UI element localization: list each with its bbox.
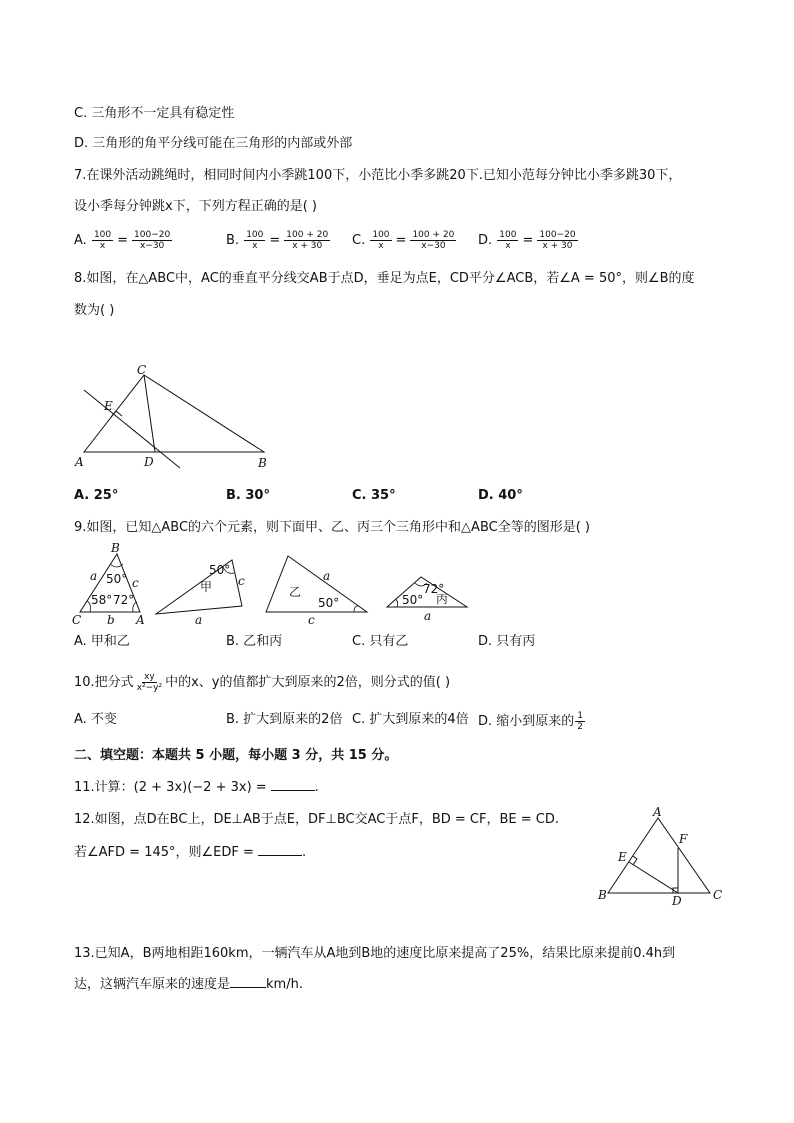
q7-stem-line1: 7.在课外活动跳绳时，相同时间内小季跳100下，小范比小季多跳20下.已知小范每分钟比小季多跳30下， [74,168,682,183]
abc-angle-c: 58° [91,593,113,607]
perpendicular-bisector [84,390,180,468]
q9-triangles-figure [70,540,480,630]
q10-option-c: C. 扩大到原来的4倍 [352,712,469,727]
q9-option-d: D. 只有丙 [478,634,536,649]
yi-label-c: c [308,613,315,627]
label-a: A [75,455,84,469]
jia-angle: 50° [209,563,231,577]
bing-angle-2: 50° [402,593,424,607]
q9-option-b: B. 乙和丙 [226,634,283,649]
q8-triangle-figure [70,360,280,475]
q9-option-a: A. 甲和乙 [74,634,130,649]
q11-answer-blank [271,790,315,791]
label-e: E [104,399,113,413]
label-c: C [713,888,723,902]
segment-de [629,862,678,893]
q12-answer-blank [258,855,302,856]
q13-answer-blank [230,987,266,988]
q7-option-a: A. $\frac{100}{x}$ = $\frac{100-20}{x-30}$ [74,230,171,251]
abc-label-c-side: c [132,576,139,590]
jia-name: 甲 [200,580,213,594]
q8-option-a: A. 25° [74,488,119,503]
q13-stem-line2: 达，这辆汽车原来的速度是 km/h. [74,977,303,992]
label-f: F [679,832,688,846]
q7-option-d: D. $\frac{100}{x}$ = $\frac{100-20}{x + 30}$ [478,230,576,251]
q12-stem-line2: 若∠AFD = 145°，则∠EDF = . [74,845,307,860]
q10-option-a: A. 不变 [74,712,117,727]
abc-angle-a: 72° [113,593,135,607]
q6-option-d: D. 三角形的角平分线可能在三角形的内部或外部 [74,136,353,151]
q6-option-c: C. 三角形不一定具有稳定性 [74,106,235,121]
label-c: C [137,363,147,377]
yi-angle: 50° [318,596,340,610]
q8-option-d: D. 40° [478,488,523,503]
jia-label-a: a [195,613,203,627]
bing-name: 丙 [436,592,449,606]
label-b: B [258,456,267,470]
abc-label-b-side: b [107,613,115,627]
label-e: E [618,850,627,864]
label-d: D [672,894,682,906]
q7-option-c: C. $\frac{100}{x}$ = $\frac{100 + 20}{x-30}$ [352,230,455,251]
bing-angle-1: 72° [423,582,445,596]
q13-stem-line1: 13.已知A，B两地相距160km，一辆汽车从A地到B地的速度比原来提高了25%，结果比原来提前0.4h到 [74,946,676,961]
right-angle-mark-e [633,856,637,865]
abc-angle-b: 50° [106,572,128,586]
q7-stem-line2: 设小季每分钟跳x下，下列方程正确的是( ) [74,199,317,214]
q10-option-d: D. 缩小到原来的 $\frac{1}{2}$ [478,711,584,732]
bing-label-a: a [424,609,432,623]
triangle-abc [84,375,264,452]
jia-label-c: c [238,574,245,588]
q10-option-b: B. 扩大到原来的2倍 [226,712,343,727]
q9-stem: 9.如图，已知△ABC的六个元素，则下面甲、乙、丙三个三角形中和△ABC全等的图形是( ) [74,520,590,535]
yi-label-a: a [323,569,331,583]
abc-label-c: C [72,613,82,627]
q11-stem: 11.计算：(2 + 3x)(−2 + 3x) = . [74,780,319,795]
q7-option-b: B. $\frac{100}{x}$ = $\frac{100 + 20}{x + 30}$ [226,230,329,251]
triangle-yi [266,556,367,612]
q10-stem: 10.把分式 $\frac{xy}{\text{x²−y²}}$ 中的x、y的值都扩大到原来的2倍，则分式的值( ) [74,672,451,693]
abc-label-a-side: a [90,569,98,583]
q12-stem-line1: 12.如图，点D在BC上，DE⊥AB于点E，DF⊥BC交AC于点F，BD = CF，BE = CD. [74,812,559,827]
q12-triangle-figure [590,806,730,906]
label-d: D [144,455,154,469]
q8-stem-line2: 数为( ) [74,303,115,318]
section-heading-fill-in: 二、填空题：本题共 5 小题，每小题 3 分，共 15 分。 [74,748,398,763]
label-b: B [598,888,607,902]
abc-label-a: A [136,613,145,627]
yi-name: 乙 [289,585,302,599]
abc-label-b: B [111,541,120,555]
q8-option-b: B. 30° [226,488,270,503]
label-a: A [653,806,662,819]
q8-stem-line1: 8.如图，在△ABC中，AC的垂直平分线交AB于点D，垂足为点E，CD平分∠ACB，若∠A = 50°，则∠B的度 [74,271,695,286]
q9-option-c: C. 只有乙 [352,634,409,649]
q8-option-c: C. 35° [352,488,396,503]
